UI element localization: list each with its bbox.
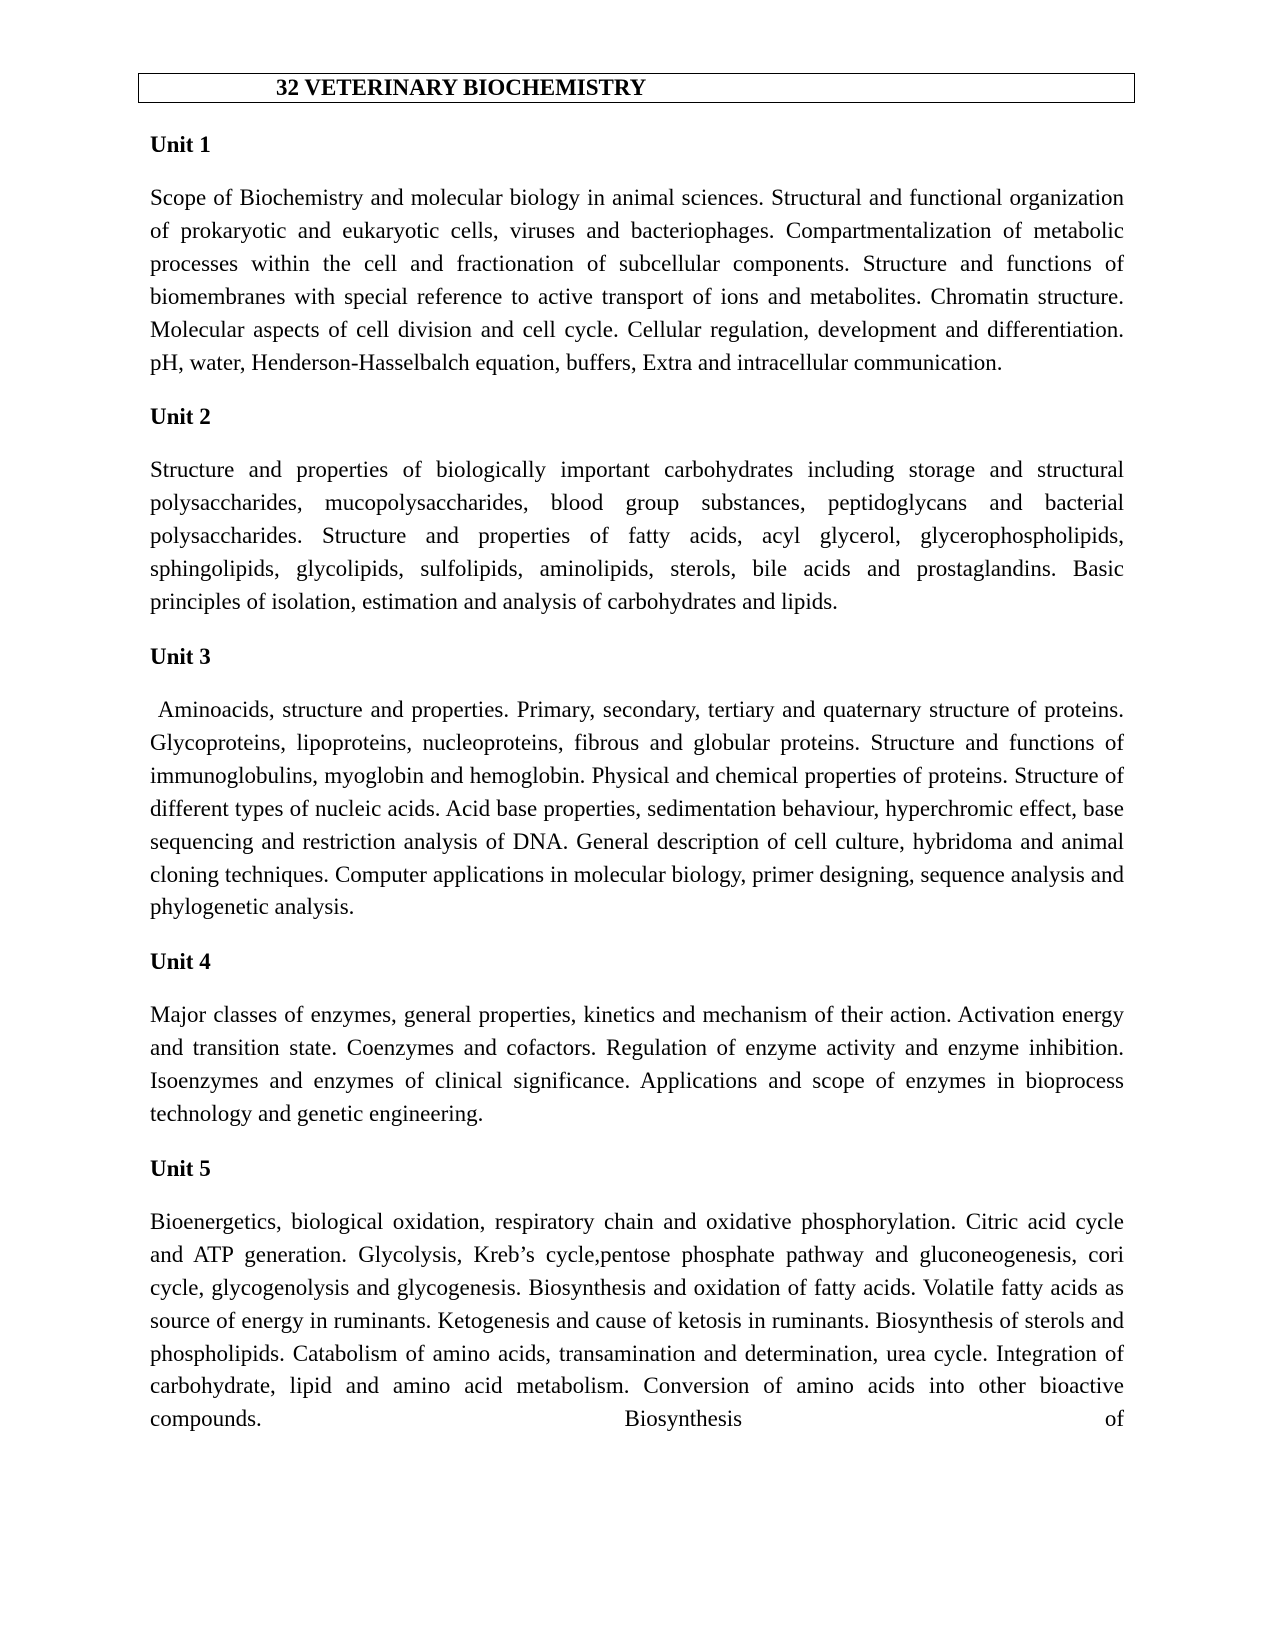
- unit-body: Bioenergetics, biological oxidation, respiratory chain and oxidative phosphorylation. Citric acid cycle and ATP generation. Glycolysis, Kreb’s cycle,pentose phosphate pathway and gluconeogenesis, cori cycle, glycogenolysis and glycogenesis. Biosynthesis and oxidation of fatty acids. Volatile fatty acids as source of energy in ruminants. Ketogenesis and cause of ketosis in ruminants. Biosynthesis of sterols and phospholipids. Catabolism of amino acids, transamination and determination, urea cycle. Integration of carbohydrate, lipid and amino acid metabolism. Conversion of amino acids into other bioactive compounds. Biosynthesis of: [150, 1208, 1124, 1432]
- unit-section-2: [150, 400, 1124, 619]
- unit-heading: Unit 5: [150, 1155, 211, 1181]
- page-title: 32 VETERINARY BIOCHEMISTRY: [276, 75, 647, 100]
- unit-heading: Unit 2: [150, 404, 211, 430]
- title-box: [138, 73, 1135, 103]
- unit-body: Scope of Biochemistry and molecular biology in animal sciences. Structural and functional organization of prokaryotic and eukaryotic cells, viruses and bacteriophages. Compartmentalization of metabolic processes within the cell and fractionation of subcellular components. Structure and functions of biomembranes with special reference to active transport of ions and metabolites. Chromatin structure. Molecular aspects of cell division and cell cycle. Cellular regulation, development and differentiation. pH, water, Henderson-Hasselbalch equation, buffers, Extra and intracellular communication.: [150, 185, 1124, 375]
- unit-body: Structure and properties of biologically important carbohydrates including storage and structural polysaccharides, mucopolysaccharides, blood group substances, peptidoglycans and bacterial polysaccharides. Structure and properties of fatty acids, acyl glycerol, glycerophospholipids, sphingolipids, glycolipids, sulfolipids, aminolipids, sterols, bile acids and prostaglandins. Basic principles of isolation, estimation and analysis of carbohydrates and lipids.: [150, 457, 1124, 615]
- unit-body: Aminoacids, structure and properties. Primary, secondary, tertiary and quaternary structure of proteins. Glycoproteins, lipoproteins, nucleoproteins, fibrous and globular proteins. Structure and functions of immunoglobulins, myoglobin and hemoglobin. Physical and chemical properties of proteins. Structure of different types of nucleic acids. Acid base properties, sedimentation behaviour, hyperchromic effect, base sequencing and restriction analysis of DNA. General description of cell culture, hybridoma and animal cloning techniques. Computer applications in molecular biology, primer designing, sequence analysis and phylogenetic analysis.: [150, 696, 1130, 920]
- unit-body: Major classes of enzymes, general properties, kinetics and mechanism of their action. Activation energy and transition state. Coenzymes and cofactors. Regulation of enzyme activity and enzyme inhibition. Isoenzymes and enzymes of clinical significance. Applications and scope of enzymes in bioprocess technology and genetic engineering.: [150, 1002, 1124, 1127]
- unit-section-4: [150, 945, 1124, 1131]
- syllabus-content: [150, 128, 1130, 1457]
- unit-heading: Unit 4: [150, 949, 211, 975]
- unit-heading: Unit 3: [150, 643, 211, 669]
- unit-section-1: [150, 128, 1124, 379]
- unit-section-5: [150, 1152, 1124, 1436]
- unit-heading: Unit 1: [150, 132, 211, 157]
- unit-section-3: [150, 640, 1130, 924]
